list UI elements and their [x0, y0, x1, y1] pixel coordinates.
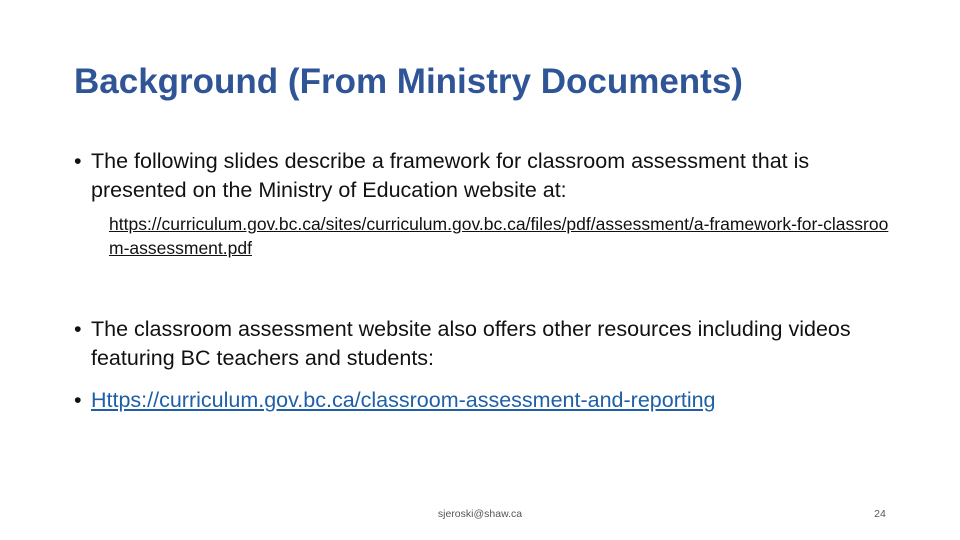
bullet-text: The following slides describe a framework for classroom assessment that is presented on the Ministry of Education website at: [91, 149, 810, 202]
footer-email: sjeroski@shaw.ca [437, 508, 523, 520]
slide-title: Background (From Ministry Documents) [74, 62, 743, 101]
bullet-item-resources [74, 315, 894, 373]
classroom-assessment-link[interactable]: Https://curriculum.gov.bc.ca/classroom-assessment-and-reporting [91, 388, 716, 412]
bullet-item-link [74, 386, 894, 415]
bullet-icon: • [74, 388, 82, 412]
bullet-item-framework [74, 147, 894, 205]
bullet-icon: • [74, 317, 82, 341]
bullet-icon: • [74, 149, 82, 173]
bullet-text: The classroom assessment website also offers other resources including videos featuring BC teachers and students: [91, 317, 851, 370]
page-number: 24 [874, 508, 886, 520]
framework-pdf-link[interactable]: https://curriculum.gov.bc.ca/sites/curriculum.gov.bc.ca/files/pdf/assessment/a-framework-for-classroom-assessment.pdf [109, 214, 889, 258]
